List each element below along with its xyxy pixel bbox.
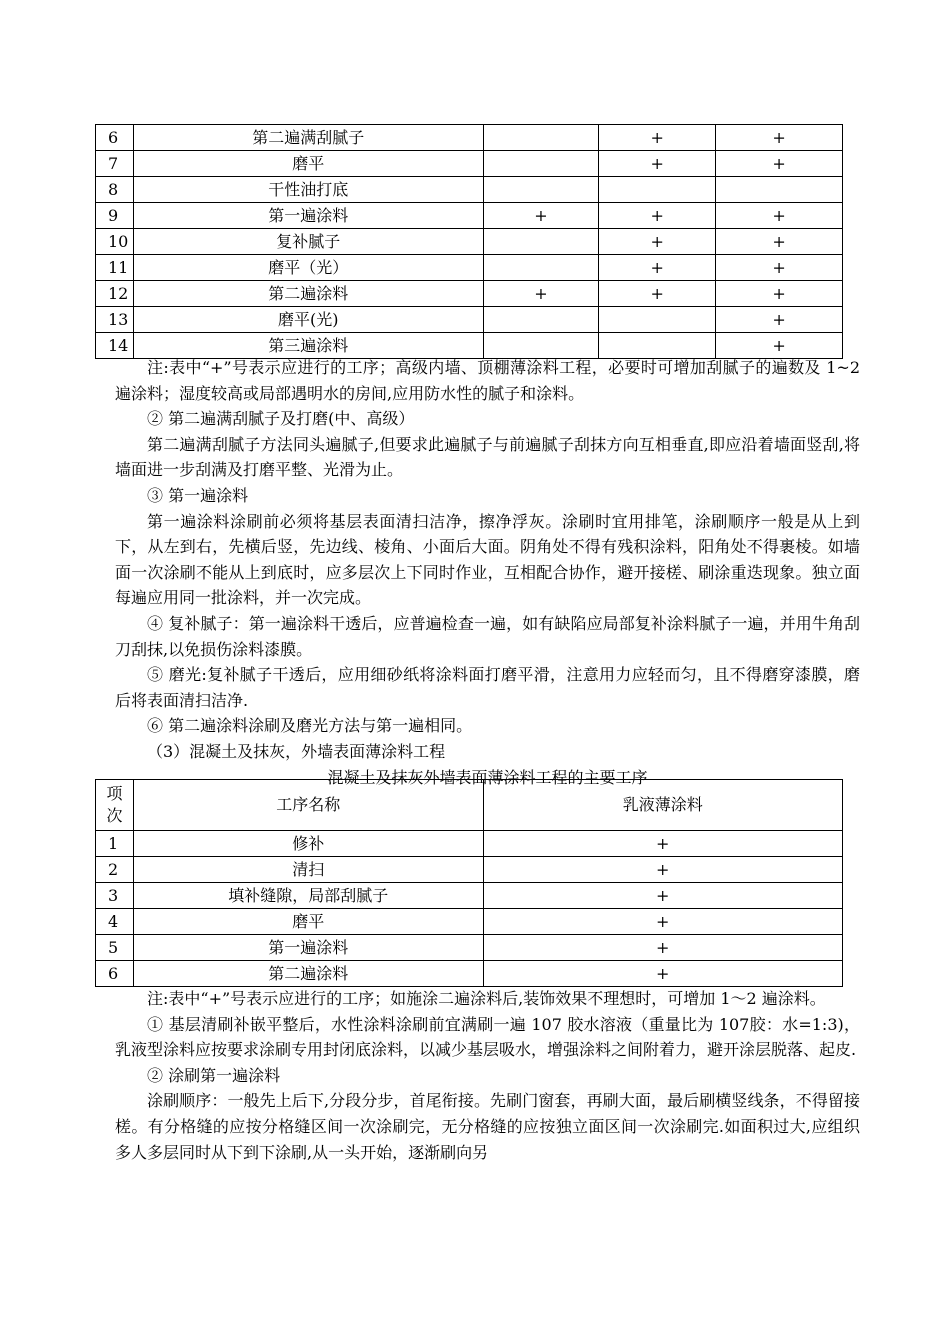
table-row: 13 磨平(光) + <box>96 307 843 333</box>
paragraph: ⑥ 第二遍涂料涂刷及磨光方法与第一遍相同。 <box>147 716 473 736</box>
section-heading: （3）混凝土及抹灰，外墙表面薄涂料工程 <box>147 741 446 761</box>
column-header: 工序名称 <box>133 780 483 831</box>
table-row: 2 清扫 + <box>96 857 843 883</box>
table-note: 注:表中“+”号表示应进行的工序；如施涂二遍涂料后,装饰效果不理想时，可增加 1～2 遍涂料。 <box>147 989 826 1008</box>
table-row: 8 干性油打底 <box>96 177 843 203</box>
table-row: 1 修补 + <box>96 831 843 857</box>
paragraph: ⑤ 磨光:复补腻子干透后，应用细砂纸将涂料面打磨平滑，注意用力应轻而匀，且不得磨穿漆膜，磨后将表面清扫洁净. <box>115 665 860 710</box>
heading-first-coat-exterior: ② 涂刷第一遍涂料 <box>147 1065 281 1085</box>
paragraph: 第一遍涂料涂刷前必须将基层表面清扫洁净，擦净浮灰。涂刷时宜用排笔，涂刷顺序一般是从上到下，从左到右，先横后竖，先边线、棱角、小面后大面。阴角处不得有残积涂料，阳角处不得裹棱。如墙面一次涂刷不能从上到底时，应多层次上下同时作业，互相配合协作，避开接槎、刷涂重迭现象。独立面每遍应用同一批涂料，并一次完成。 <box>115 511 860 608</box>
table-row: 3 填补缝隙，局部刮腻子 + <box>96 883 843 909</box>
column-header: 乳液薄涂料 <box>483 780 843 831</box>
text-block-2 <box>115 986 860 1165</box>
paragraph: ④ 复补腻子：第一遍涂料干透后，应普遍检查一遍，如有缺陷应局部复补涂料腻子一遍，并用牛角刮刀刮抹,以免损伤涂料漆膜。 <box>115 613 860 659</box>
paragraph: ① 基层清刷补嵌平整后，水性涂料涂刷前宜满刷一遍 107 胶水溶液（重量比为 107胶：水=1:3)，乳液型涂料应按要求涂刷专用封闭底涂料，以减少基层吸水，增强涂料之间附着力，避开涂层脱落、起皮. <box>115 1014 860 1060</box>
heading-second-putty: ② 第二遍满刮腻子及打磨(中、高级） <box>147 409 415 429</box>
paragraph: 涂刷顺序：一般先上后下,分段分步，首尾衔接。先刷门窗套，再刷大面，最后刷横竖线条，不得留接槎。有分格缝的应按分格缝区间一次涂刷完，无分格缝的应按独立面区间一次涂刷完.如面积过大,应组织多人多层同时从下到下涂刷,从一头开始，逐渐刷向另 <box>115 1091 860 1162</box>
table-header-row <box>96 780 843 831</box>
table-row: 9 第一遍涂料 + + + <box>96 203 843 229</box>
table-row: 7 磨平 + + <box>96 151 843 177</box>
table-row: 14 第三遍涂料 + <box>96 333 843 359</box>
process-table-interior <box>95 124 843 359</box>
table-row: 6 第二遍涂料 + <box>96 961 843 987</box>
column-header: 项次 <box>96 780 134 831</box>
table-row: 10 复补腻子 + + <box>96 229 843 255</box>
process-table-exterior <box>95 779 843 987</box>
text-block-1 <box>115 355 860 790</box>
table-row: 12 第二遍涂料 + + + <box>96 281 843 307</box>
heading-first-coat: ③ 第一遍涂料 <box>147 485 249 505</box>
table-row: 4 磨平 + <box>96 909 843 935</box>
paragraph: 第二遍满刮腻子方法同头遍腻子,但要求此遍腻子与前遍腻子刮抹方向互相垂直,即应沿着墙面竖刮,将墙面进一步刮满及打磨平整、光滑为止。 <box>115 434 860 480</box>
table-row: 11 磨平（光） + + <box>96 255 843 281</box>
table-caption: 混凝土及抹灰外墙表面薄涂料工程的主要工序 <box>327 767 648 787</box>
table-row: 6 第二遍满刮腻子 + + <box>96 125 843 151</box>
table-note: 注:表中“+”号表示应进行的工序；高级内墙、顶棚薄涂料工程，必要时可增加刮腻子的遍数及 1~2 遍涂料；湿度较高或局部遇明水的房间,应用防水性的腻子和涂料。 <box>115 358 860 403</box>
table-row: 5 第一遍涂料 + <box>96 935 843 961</box>
